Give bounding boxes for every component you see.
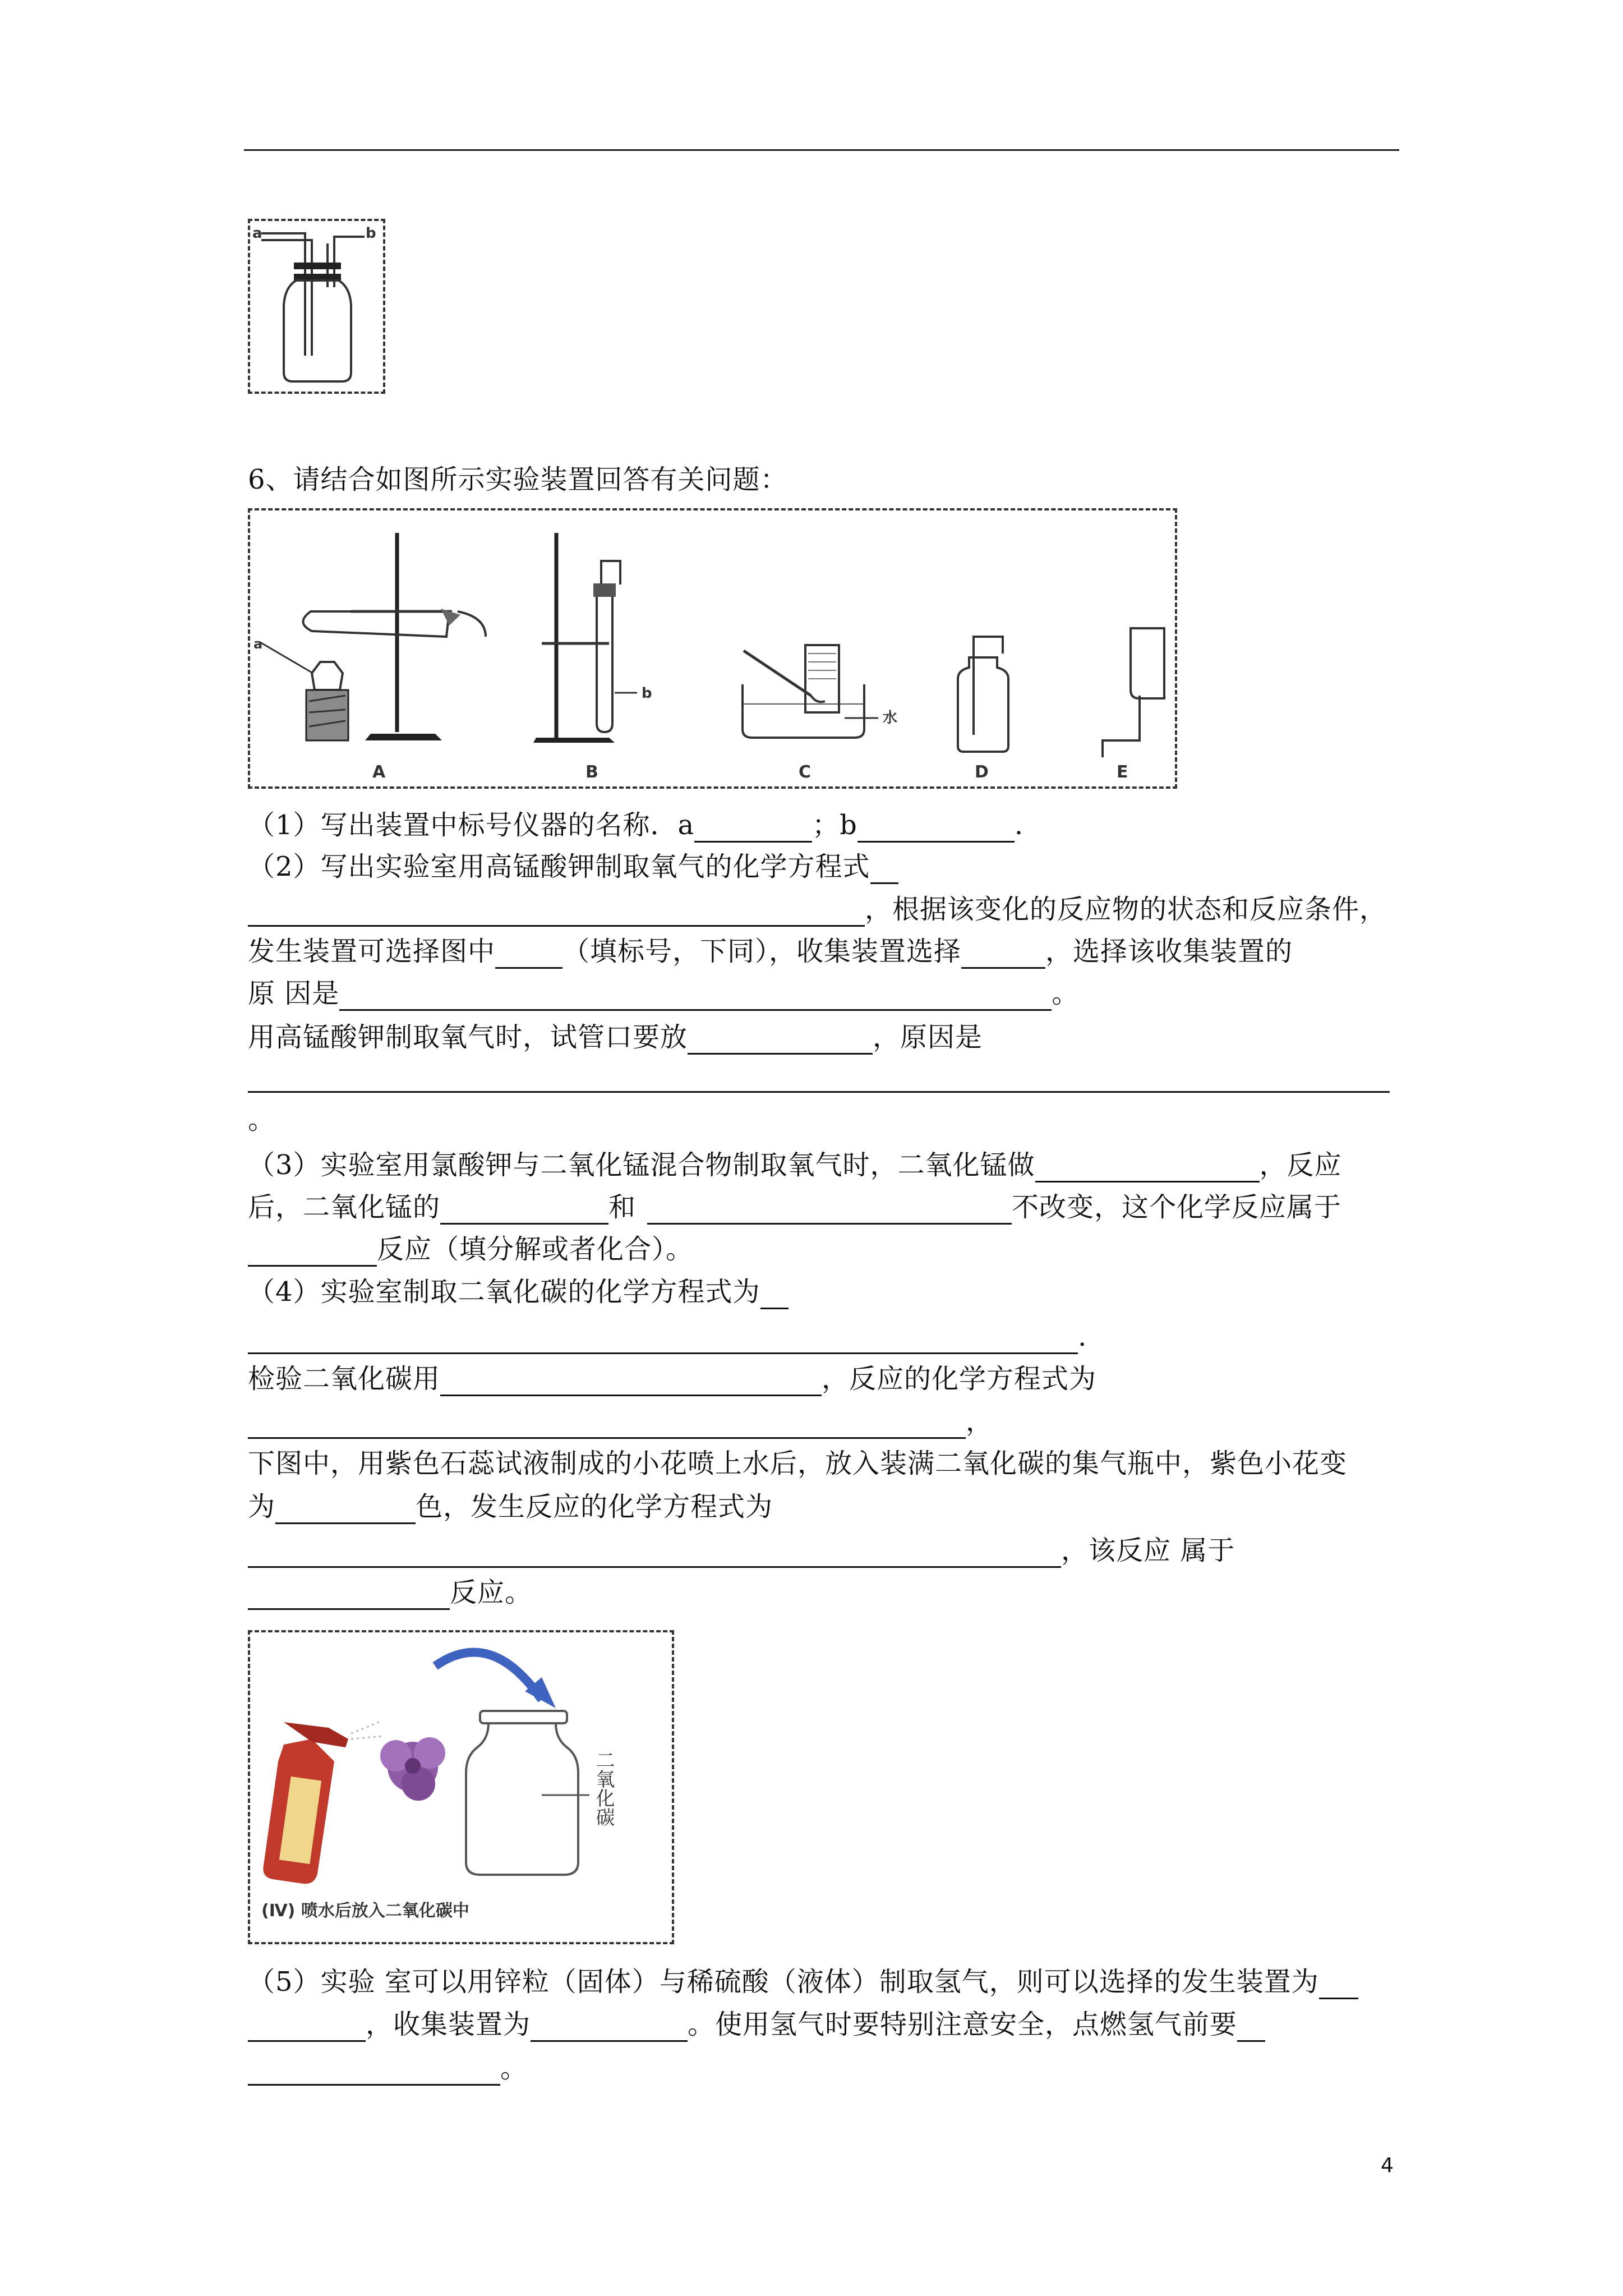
label-a: a (253, 636, 263, 652)
part3-line3: 反应（填分解或者化合）。 (248, 1232, 693, 1267)
part4-line7: ，该反应 属于 (248, 1533, 1235, 1568)
letter-d: D (975, 762, 989, 782)
part3-line2: 后，二氧化锰的 和 不改变，这个化学反应属于 (248, 1190, 1341, 1225)
part4-line1: （4）实验室制取二氧化碳的化学方程式为 (248, 1274, 789, 1309)
part4-line3: 检验二氧化碳用 ，反应的化学方程式为 (248, 1361, 1096, 1396)
blank-h2-safety[interactable] (248, 2057, 500, 2086)
apparatus-a (253, 533, 486, 782)
gas-bottle-diagram (250, 221, 383, 392)
apparatus-c (743, 645, 897, 782)
part5-line3: 。 (248, 2051, 528, 2086)
blank-h2-collector[interactable] (531, 2013, 688, 2042)
part2-line5: 用高锰酸钾制取氧气时，试管口要放 ，原因是 (248, 1020, 983, 1055)
page-number: 4 (1381, 2154, 1394, 2177)
blank-h2-generator[interactable] (248, 2013, 366, 2042)
figure-litmus-flower (248, 1630, 674, 1944)
arrow-icon (435, 1653, 542, 1700)
blank-color[interactable] (275, 1496, 416, 1524)
label-b: b (642, 685, 652, 702)
letter-c: C (799, 762, 811, 782)
question-title: 6、请结合如图所示实验装置回答有关问题： (248, 464, 788, 495)
letter-a: A (372, 762, 386, 782)
apparatus-e (1103, 628, 1164, 782)
blank-collector[interactable] (961, 940, 1045, 969)
blank-co2-equation[interactable] (248, 1326, 1078, 1354)
label-a: a (252, 225, 262, 242)
blank-mass[interactable] (440, 1196, 608, 1225)
part4-line6: 为 色，发生反应的化学方程式为 (248, 1489, 773, 1524)
figure-apparatus (248, 508, 1177, 789)
flower-icon (380, 1737, 445, 1801)
part2-line2: ，根据该变化的反应物的状态和反应条件， (248, 892, 1387, 927)
litmus-flower-diagram (250, 1632, 672, 1942)
part2-line6: 。 (248, 1104, 276, 1135)
blank-equation-start[interactable] (870, 855, 898, 884)
blank-h2-gen-start[interactable] (1319, 1971, 1358, 1999)
part4-line4: ， (248, 1404, 993, 1439)
blank-co2-start[interactable] (760, 1281, 789, 1309)
apparatus-diagram (250, 510, 1175, 786)
letter-b: B (585, 762, 598, 782)
blank-litmus-equation[interactable] (248, 1539, 1061, 1568)
figure-caption: (Ⅳ) 喷水后放入二氧化碳中 (261, 1901, 469, 1921)
blank-catalyst[interactable] (1035, 1154, 1260, 1182)
blank-reason[interactable] (339, 982, 1052, 1011)
figure-gas-bottle (248, 219, 385, 394)
header-rule (244, 149, 1399, 151)
blank-b[interactable] (857, 814, 1015, 843)
blank-kmno4-equation[interactable] (248, 898, 865, 927)
blank-h2-safety-start[interactable] (1237, 2013, 1265, 2042)
part2-line1: （2）写出实验室用高锰酸钾制取氧气的化学方程式 (248, 849, 898, 884)
blank-test-reagent[interactable] (440, 1368, 822, 1396)
spray-bottle-icon (263, 1722, 382, 1884)
part4-line5: 下图中，用紫色石蕊试液制成的小花喷上水后，放入装满二氧化碳的集气瓶中，紫色小花变 (248, 1448, 1348, 1479)
part4-line8: 反应。 (248, 1575, 532, 1610)
label-b: b (366, 225, 376, 242)
part1-line: （1）写出装置中标号仪器的名称．a ；b . (248, 808, 1023, 843)
blank-reaction-type[interactable] (248, 1238, 377, 1267)
apparatus-b (533, 533, 652, 782)
part4-line2: . (248, 1319, 1087, 1354)
gas-jar-icon (466, 1711, 615, 1875)
part5-line2: ，收集装置为 。使用氢气时要特别注意安全，点燃氢气前要 (248, 2007, 1265, 2042)
blank-generator[interactable] (495, 940, 562, 969)
blank-test-equation[interactable] (248, 1410, 966, 1439)
blank-properties[interactable] (647, 1196, 1012, 1225)
apparatus-d (958, 637, 1008, 782)
part3-line1: （3）实验室用氯酸钾与二氧化锰混合物制取氧气时，二氧化锰做 ，反应 (248, 1148, 1342, 1182)
co2-label: 二氧化碳 (592, 1750, 615, 1826)
letter-e: E (1117, 762, 1128, 782)
blank-cause-line[interactable] (248, 1091, 1390, 1093)
label-water: 水 (883, 710, 898, 726)
blank-litmus-reaction-type[interactable] (248, 1581, 450, 1610)
blank-a[interactable] (694, 814, 812, 843)
part5-line1: （5）实验 室可以用锌粒（固体）与稀硫酸（液体）制取氢气，则可以选择的发生装置为 (248, 1964, 1358, 1999)
part2-line4: 原 因是 。 (248, 976, 1079, 1011)
part2-line3: 发生装置可选择图中 （填标号，下同），收集装置选择 ，选择该收集装置的 (248, 934, 1293, 969)
blank-tube-mouth[interactable] (688, 1026, 873, 1055)
